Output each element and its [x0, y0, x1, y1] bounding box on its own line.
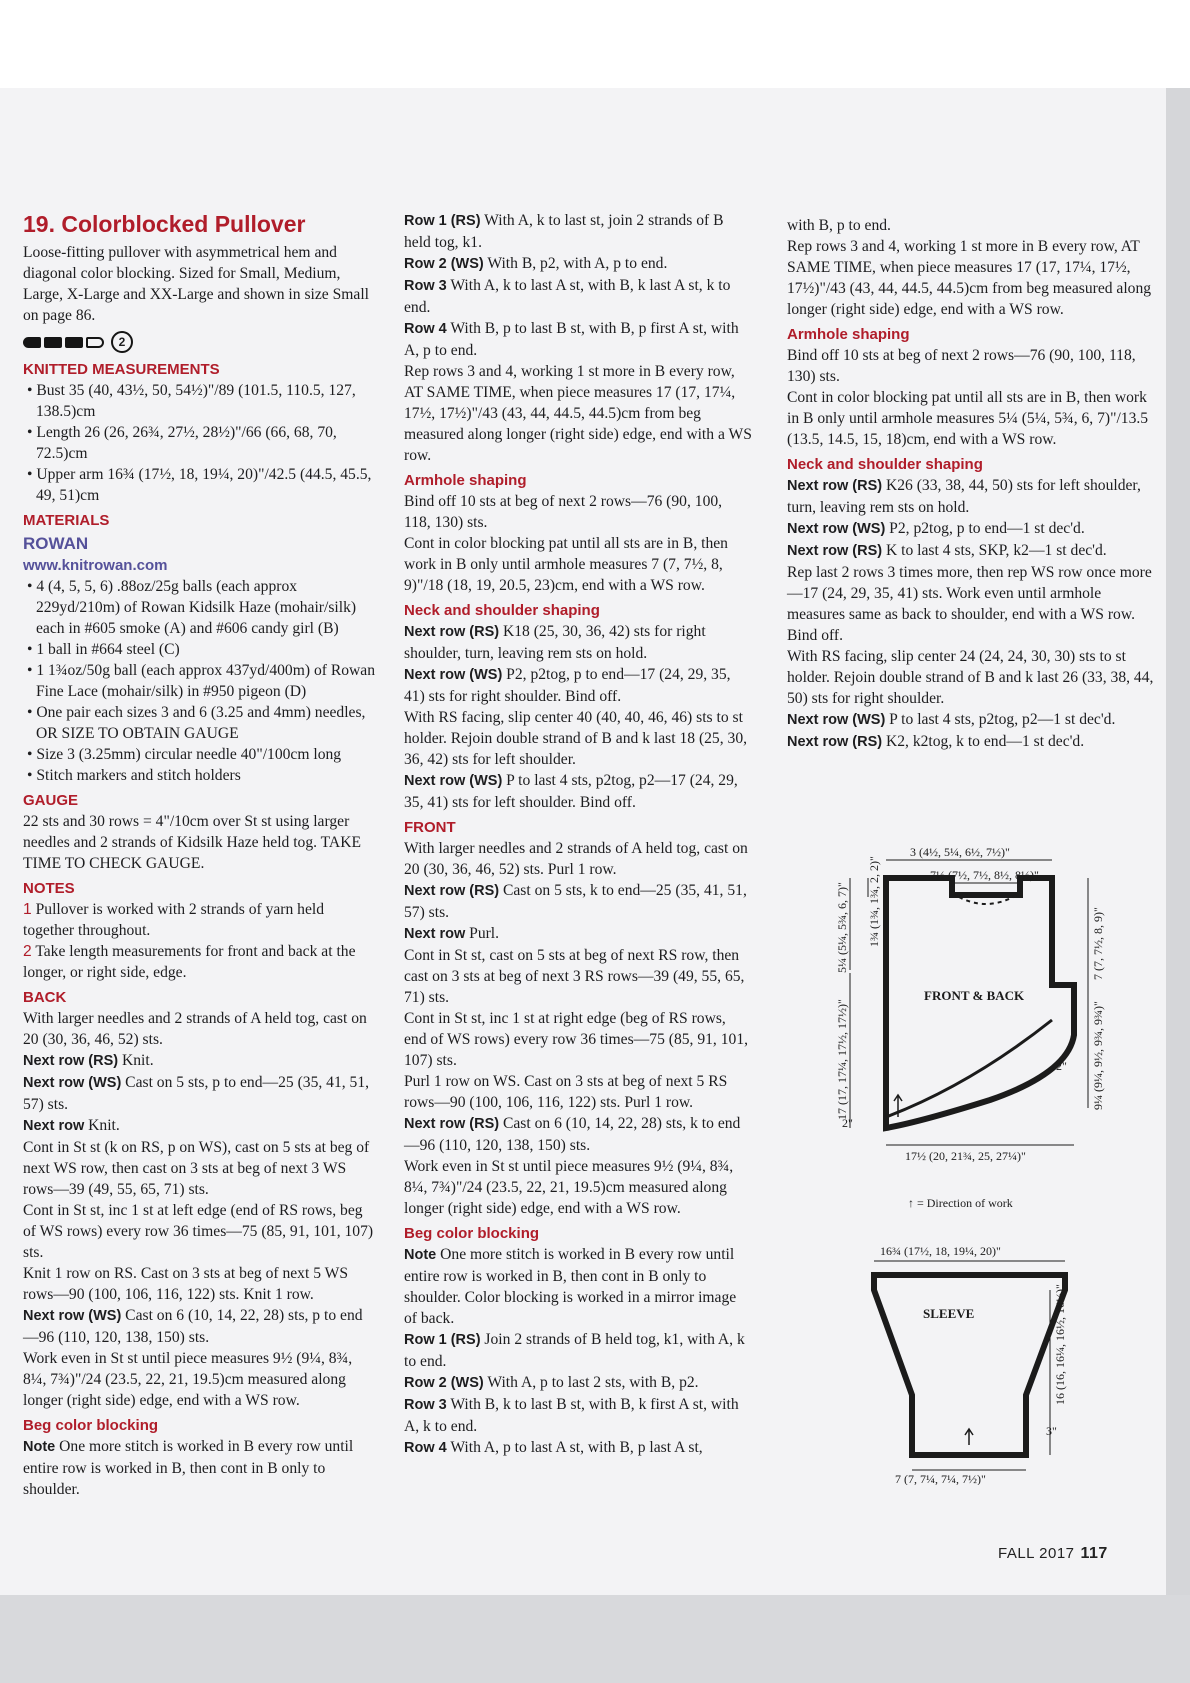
row-label: Row 1 (RS)	[404, 1332, 481, 1348]
skill-level-indicator	[23, 329, 375, 355]
instruction-paragraph: Bind off 10 sts at beg of next 2 rows—76 (90, 100, 118, 130) sts.	[787, 347, 1136, 385]
note-text: One more stitch is worked in B every row until entire row is worked in B, then cont in B only to shoulder. Color blocking is worked in a mirror image of back.	[404, 1246, 737, 1327]
dim-sleeve-length: 16 (16, 16¼, 16½, 16½)"	[1053, 1284, 1067, 1405]
note-label: Note	[404, 1247, 437, 1263]
row-label: Next row (WS)	[787, 521, 886, 537]
skill-bar-icon	[23, 337, 41, 348]
row-label: Row 2 (WS)	[404, 1375, 484, 1391]
instruction-row	[404, 1329, 752, 1372]
direction-arrow-icon	[965, 1429, 973, 1445]
row-label: Next row (WS)	[23, 1308, 122, 1324]
measurements-heading: KNITTED MEASUREMENTS	[23, 361, 220, 378]
instruction-row	[404, 621, 752, 664]
instruction-paragraph: Cont in St st, inc 1 st at left edge (end of RS rows, beg of WS rows) every row 36 times—75 (85, 91, 101, 107) sts.	[23, 1202, 374, 1261]
skill-bar-icon	[44, 337, 62, 348]
instruction-paragraph: Bind off 10 sts at beg of next 2 rows—76 (90, 100, 118, 130) sts.	[404, 493, 723, 531]
row-text: With B, p2, with A, p to end.	[483, 255, 668, 272]
instruction-row	[404, 318, 752, 361]
row-label: Next row (RS)	[787, 734, 883, 750]
material-item: • One pair each sizes 3 and 6 (3.25 and 4mm) needles, OR SIZE TO OBTAIN GAUGE	[27, 704, 366, 742]
row-text: Cast on 5 sts, p to end—25 (35, 41, 51, 57) sts.	[23, 1074, 370, 1113]
note-text: Pullover is worked with 2 strands of yarn held together throughout.	[23, 901, 325, 939]
instruction-row	[23, 1072, 375, 1115]
row-label: Next row	[23, 1118, 85, 1134]
instruction-paragraph: Cont in color blocking pat until all sts are in B, then work in B only until armhole measures 5¼ (5¼, 5¾, 6, 7)"/13.5 (13.5, 14.5, 15, 18)cm, end with a WS row.	[787, 389, 1149, 448]
front-neck-heading: Neck and shoulder shaping	[787, 456, 983, 473]
instruction-row	[787, 475, 1162, 518]
page-footer	[998, 1545, 1108, 1563]
row-label: Next row (RS)	[787, 543, 883, 559]
front-back-label: FRONT & BACK	[924, 988, 1025, 1003]
instruction-paragraph: Work even in St st until piece measures 9½ (9¼, 8¾, 8¼, 7¾)"/24 (23.5, 22, 21, 19.5)cm measured along longer (right side) edge, end with a WS row.	[23, 1350, 353, 1409]
row-label: Next row (WS)	[404, 773, 503, 789]
row-text: P to last 4 sts, p2tog, p2—17 (24, 29, 35, 41) sts for left shoulder. Bind off.	[404, 772, 738, 811]
instruction-paragraph: With RS facing, slip center 24 (24, 24, 30, 30) sts to st holder. Rejoin double strand of B and k last 26 (33, 38, 44, 50) sts for right shoulder.	[787, 648, 1154, 707]
back-heading: BACK	[23, 989, 67, 1006]
row-label: Row 4	[404, 1440, 447, 1456]
material-item: • Stitch markers and stitch holders	[27, 767, 241, 784]
row-label: Next row (RS)	[404, 1116, 500, 1132]
notes-heading: NOTES	[23, 880, 75, 897]
skill-bar-icon	[65, 337, 83, 348]
row-text: Cast on 6 (10, 14, 22, 28) sts, k to end—96 (110, 120, 138, 150) sts.	[404, 1115, 741, 1154]
colorblock-line	[886, 1020, 1052, 1117]
dim-left-hem: 2"	[842, 1116, 853, 1130]
bottom-margin	[0, 1595, 1190, 1683]
instruction-row	[23, 1115, 375, 1137]
dim-bottom: 17½ (20, 21¾, 25, 27¼)"	[905, 1149, 1026, 1163]
dim-left-armhole: 5¼ (5¼, 5¾, 6, 7)"	[835, 882, 849, 973]
instruction-row	[787, 518, 1162, 540]
column-3	[787, 215, 1162, 753]
row-label: Next row	[404, 926, 466, 942]
instruction-paragraph: Cont in St st (k on RS, p on WS), cast on 5 sts at beg of next WS row, then cast on 3 sts at beg of next 3 WS rows—39 (49, 55, 65, 71) sts.	[23, 1139, 370, 1198]
measurement-item: • Length 26 (26, 26¾, 27½, 28½)"/66 (66, 68, 70, 72.5)cm	[27, 424, 337, 462]
row-label: Next row (RS)	[404, 883, 500, 899]
top-margin	[0, 0, 1190, 88]
instruction-paragraph: Rep rows 3 and 4, working 1 st more in B every row, AT SAME TIME, when piece measures 17 (17, 17¼, 17½, 17½)"/43 (43, 44, 44.5, 44.5)cm from beg measured along longer (right side) edge, end with a WS row.	[404, 363, 752, 464]
row-text: With A, p to last A st, with B, p last A st,	[446, 1439, 703, 1456]
note-item	[23, 941, 375, 983]
dim-left-body: 17 (17, 17¼, 17½, 17½)"	[835, 999, 849, 1120]
instruction-row	[404, 1372, 752, 1394]
instruction-row	[404, 1244, 752, 1329]
row-label: Row 3	[404, 1397, 447, 1413]
row-text: With B, p to last B st, with B, p first A st, with A, p to end.	[404, 320, 739, 359]
row-text: With B, k to last B st, with B, k first A st, with A, k to end.	[404, 1396, 739, 1435]
instruction-row	[404, 664, 752, 707]
instruction-row	[23, 1305, 375, 1348]
note-label: Note	[23, 1439, 56, 1455]
instruction-paragraph: Rep last 2 rows 3 times more, then rep WS row once more—17 (24, 29, 35, 41) sts. Work even until armhole measures same as back to shoulder, end with a WS row. Bind off.	[787, 564, 1152, 644]
instruction-paragraph: With RS facing, slip center 40 (40, 40, 46, 46) sts to st holder. Rejoin double strand of B and k last 18 (25, 30, 36, 42) sts for left shoulder.	[404, 709, 748, 768]
instruction-row	[404, 275, 752, 318]
back-armhole-heading: Armhole shaping	[404, 472, 527, 489]
note-number: 1	[23, 901, 32, 918]
instruction-paragraph: Rep rows 3 and 4, working 1 st more in B every row, AT SAME TIME, when piece measures 17 (17, 17¼, 17½, 17½)"/43 (43, 44, 44.5, 44.5)cm from beg measured along longer (right side) edge, end with a WS row.	[787, 238, 1152, 318]
row-text: K18 (25, 30, 36, 42) sts for right shoulder, turn, leaving rem sts on hold.	[404, 623, 706, 662]
row-text: Knit.	[118, 1052, 154, 1069]
instruction-row	[404, 210, 752, 253]
back-neck-heading: Neck and shoulder shaping	[404, 602, 600, 619]
row-text: Knit.	[84, 1117, 120, 1134]
instruction-row	[787, 731, 1162, 753]
dim-sleeve-cuff: 3"	[1046, 1424, 1057, 1438]
dim-sleeve-bottom: 7 (7, 7¼, 7¼, 7½)"	[895, 1472, 986, 1485]
sleeve-label: SLEEVE	[923, 1306, 975, 1321]
row-text: K to last 4 sts, SKP, k2—1 st dec'd.	[882, 542, 1107, 559]
instruction-row	[404, 253, 752, 275]
row-text: With A, p to last 2 sts, with B, p2.	[483, 1374, 699, 1391]
instruction-paragraph: Purl 1 row on WS. Cast on 3 sts at beg of next 5 RS rows—90 (100, 106, 116, 122) sts. Purl 1 row.	[404, 1073, 728, 1111]
row-text: P2, p2tog, p to end—1 st dec'd.	[885, 520, 1085, 537]
instruction-row	[404, 880, 752, 923]
front-heading: FRONT	[404, 819, 456, 836]
instruction-row	[404, 1113, 752, 1156]
instruction-paragraph: Cont in color blocking pat until all sts are in B, then work in B only until armhole measures 7 (7, 7½, 8, 9)"/18 (18, 19, 20.5, 23)cm, end with a WS row.	[404, 535, 728, 594]
material-item: • 1 ball in #664 steel (C)	[27, 641, 180, 658]
dim-sleeve-top: 16¾ (17½, 18, 19¼, 20)"	[880, 1244, 1001, 1258]
row-text: P to last 4 sts, p2tog, p2—1 st dec'd.	[885, 711, 1116, 728]
row-label: Row 1 (RS)	[404, 213, 481, 229]
intro-text: Loose-fitting pullover with asymmetrical hem and diagonal color blocking. Sized for Small, Medium, Large, X-Large and XX-Large and shown in size Small on page 86.	[23, 244, 369, 324]
pattern-title: 19. Colorblocked Pullover	[23, 211, 306, 237]
instruction-paragraph: with B, p to end.	[787, 217, 891, 234]
dim-left-neck: 1¾ (1¾, 1¾, 2, 2)"	[867, 856, 881, 947]
yarn-brand: ROWAN	[23, 534, 89, 553]
gauge-text: 22 sts and 30 rows = 4"/10cm over St st using larger needles and 2 strands of Kidsilk Haze held tog. TAKE TIME TO CHECK GAUGE.	[23, 813, 361, 872]
gauge-heading: GAUGE	[23, 792, 79, 809]
instruction-row	[787, 540, 1162, 562]
row-label: Next row (RS)	[787, 478, 883, 494]
row-text: P2, p2tog, p to end—17 (24, 29, 35, 41) sts for right shoulder. Bind off.	[404, 666, 731, 705]
instruction-paragraph: Work even in St st until piece measures 9½ (9¼, 8¾, 8¼, 7¾)"/24 (23.5, 22, 21, 19.5)cm measured along longer (right side) edge, end with a WS row.	[404, 1158, 734, 1217]
row-label: Row 4	[404, 321, 447, 337]
materials-heading: MATERIALS	[23, 512, 110, 529]
instruction-row	[404, 923, 752, 945]
skill-level-number: 2	[111, 331, 133, 353]
row-label: Row 3	[404, 278, 447, 294]
yarn-url-link[interactable]: www.knitrowan.com	[23, 557, 168, 574]
row-text: Cast on 6 (10, 14, 22, 28) sts, p to end—96 (110, 120, 138, 150) sts.	[23, 1307, 363, 1346]
measurement-item: • Upper arm 16¾ (17½, 18, 19¼, 20)"/42.5 (44.5, 45.5, 49, 51)cm	[27, 466, 372, 504]
instruction-paragraph: Knit 1 row on RS. Cast on 3 sts at beg of next 5 WS rows—90 (100, 106, 116, 122) sts. Knit 1 row.	[23, 1265, 349, 1303]
dim-right-armhole: 7 (7, 7½, 8, 9)"	[1091, 907, 1105, 980]
row-label: Next row (WS)	[787, 712, 886, 728]
note-item	[23, 899, 375, 941]
instruction-row	[404, 770, 752, 813]
row-text: With A, k to last A st, with B, k last A st, k to end.	[404, 277, 731, 316]
row-text: Purl.	[465, 925, 500, 942]
row-text: K26 (33, 38, 44, 50) sts for left shoulder, turn, leaving rem sts on hold.	[787, 477, 1141, 516]
column-2	[404, 210, 752, 1459]
column-1	[23, 210, 375, 1500]
material-item: • Size 3 (3.25mm) circular needle 40"/100cm long	[27, 746, 342, 763]
instruction-row	[23, 1050, 375, 1072]
front-armhole-heading: Armhole shaping	[787, 326, 910, 343]
issue-label: FALL 2017	[998, 1545, 1075, 1562]
instruction-row	[23, 1436, 375, 1500]
instruction-row	[787, 709, 1162, 731]
note-text: Take length measurements for front and back at the longer, or right side, edge.	[23, 943, 356, 981]
row-label: Next row (RS)	[23, 1053, 119, 1069]
row-text: K2, k2tog, k to end—1 st dec'd.	[882, 733, 1085, 750]
row-text: Cast on 5 sts, k to end—25 (35, 41, 51, 57) sts.	[404, 882, 747, 921]
note-text: One more stitch is worked in B every row until entire row is worked in B, then cont in B only to shoulder.	[23, 1438, 354, 1498]
dim-right-body: 9¼ (9¼, 9½, 9¾, 9¾)"	[1091, 1001, 1105, 1110]
instruction-row	[404, 1394, 752, 1437]
material-item: • 4 (4, 5, 5, 6) .88oz/25g balls (each approx 229yd/210m) of Rowan Kidsilk Haze (mohair/silk) each in #605 smoke (A) and #606 candy girl (B)	[27, 578, 357, 637]
schematic-diagram	[820, 845, 1120, 1485]
sleeve-outline	[874, 1275, 1065, 1455]
back-color-heading: Beg color blocking	[23, 1417, 159, 1434]
instruction-row	[404, 1437, 752, 1459]
row-label: Next row (WS)	[404, 667, 503, 683]
skill-bar-empty-icon	[86, 337, 104, 348]
instruction-paragraph: Cont in St st, inc 1 st at right edge (beg of RS rows, end of WS rows) every row 36 times—75 (85, 91, 101, 107) sts.	[404, 1010, 749, 1069]
instruction-paragraph: With larger needles and 2 strands of A held tog, cast on 20 (30, 36, 46, 52) sts. Purl 1 row.	[404, 840, 748, 878]
row-label: Next row (WS)	[23, 1075, 122, 1091]
front-back-outline	[886, 878, 1074, 1128]
dim-top-inner: 7½ (7½, 7½, 8½, 8½)"	[930, 868, 1039, 882]
note-number: 2	[23, 943, 32, 960]
instruction-paragraph: Cont in St st, cast on 5 sts at beg of next RS row, then cast on 3 sts at beg of next 3 RS rows—39 (49, 55, 65, 71) sts.	[404, 947, 745, 1006]
front-color-heading: Beg color blocking	[404, 1225, 540, 1242]
dim-top-outer: 3 (4½, 5¼, 6½, 7½)"	[910, 845, 1010, 859]
page-number: 117	[1080, 1545, 1108, 1562]
row-label: Next row (RS)	[404, 624, 500, 640]
dim-right-hem: 2"	[1056, 1059, 1067, 1073]
direction-legend: ↑ = Direction of work	[908, 1196, 1013, 1210]
row-label: Row 2 (WS)	[404, 256, 484, 272]
back-cast-on: With larger needles and 2 strands of A held tog, cast on 20 (30, 36, 46, 52) sts.	[23, 1010, 367, 1048]
row-text: Join 2 strands of B held tog, k1, with A, k to end.	[404, 1331, 745, 1370]
row-text: With A, k to last st, join 2 strands of B held tog, k1.	[404, 212, 724, 251]
measurement-item: • Bust 35 (40, 43½, 50, 54½)"/89 (101.5, 110.5, 127, 138.5)cm	[27, 382, 356, 420]
material-item: • 1 1¾oz/50g ball (each approx 437yd/400m) of Rowan Fine Lace (mohair/silk) in #950 pigeon (D)	[27, 662, 376, 700]
